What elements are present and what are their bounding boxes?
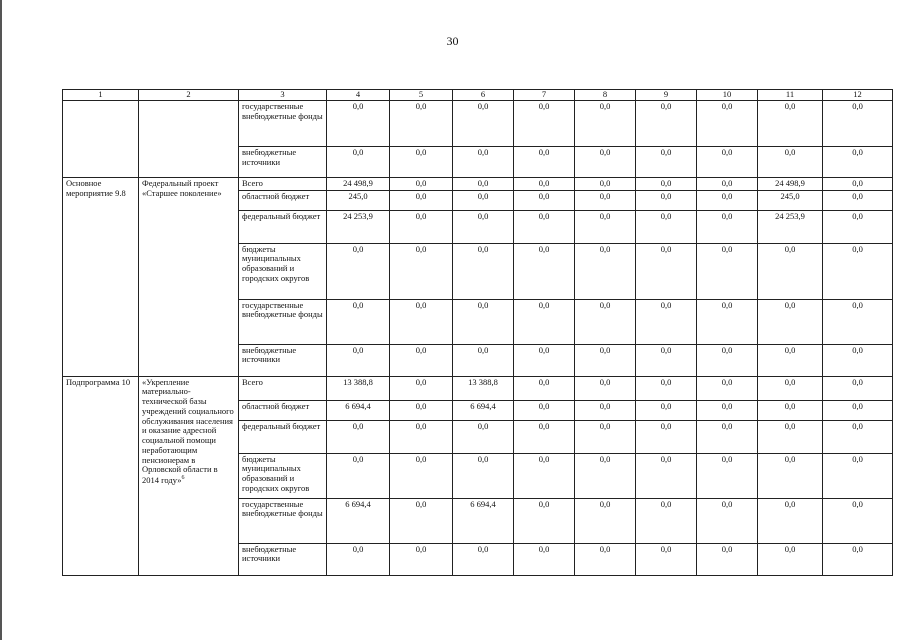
value-cell: 0,0 xyxy=(823,100,893,146)
value-cell: 0,0 xyxy=(575,498,636,543)
value-cell: 0,0 xyxy=(636,146,697,177)
value-cell: 0,0 xyxy=(697,498,758,543)
measure-title-cell: Федеральный проект «Старшее поколение» xyxy=(139,177,239,376)
funding-source-cell: внебюджетные источники xyxy=(239,146,327,177)
funding-source-cell: бюджеты муниципальных образований и городских округов xyxy=(239,453,327,498)
column-header-8: 8 xyxy=(575,90,636,101)
value-cell: 0,0 xyxy=(453,243,514,299)
value-cell: 0,0 xyxy=(390,146,453,177)
value-cell: 0,0 xyxy=(327,453,390,498)
value-cell: 0,0 xyxy=(390,190,453,210)
funding-source-cell: государственные внебюджетные фонды xyxy=(239,100,327,146)
value-cell: 0,0 xyxy=(514,190,575,210)
value-cell: 0,0 xyxy=(636,210,697,243)
value-cell: 0,0 xyxy=(636,299,697,344)
value-cell: 24 253,9 xyxy=(327,210,390,243)
value-cell: 0,0 xyxy=(636,243,697,299)
value-cell: 0,0 xyxy=(575,100,636,146)
value-cell: 245,0 xyxy=(758,190,823,210)
value-cell: 0,0 xyxy=(575,190,636,210)
value-cell: 0,0 xyxy=(327,146,390,177)
measure-title-text: «Укрепление материально-технической базы учреждений социального обслуживания населения и оказание адресной социальной помощи неработающим пенсионерам в Орловской области в 2014 году» xyxy=(142,376,234,486)
value-cell: 0,0 xyxy=(636,420,697,453)
value-cell: 0,0 xyxy=(327,100,390,146)
table-row xyxy=(63,376,893,400)
value-cell: 0,0 xyxy=(697,376,758,400)
funding-source-cell: государственные внебюджетные фонды xyxy=(239,498,327,543)
value-cell: 0,0 xyxy=(758,299,823,344)
value-cell: 0,0 xyxy=(758,543,823,575)
value-cell: 0,0 xyxy=(823,210,893,243)
value-cell: 0,0 xyxy=(514,100,575,146)
value-cell: 0,0 xyxy=(327,420,390,453)
value-cell: 0,0 xyxy=(514,146,575,177)
funding-source-cell: Всего xyxy=(239,177,327,190)
funding-source-cell: внебюджетные источники xyxy=(239,344,327,376)
value-cell: 0,0 xyxy=(390,210,453,243)
value-cell: 0,0 xyxy=(823,190,893,210)
value-cell: 0,0 xyxy=(575,420,636,453)
value-cell: 0,0 xyxy=(514,453,575,498)
table-row xyxy=(63,177,893,190)
column-header-2: 2 xyxy=(139,90,239,101)
value-cell: 13 388,8 xyxy=(327,376,390,400)
value-cell: 24 498,9 xyxy=(327,177,390,190)
funding-source-cell: федеральный бюджет xyxy=(239,420,327,453)
value-cell: 0,0 xyxy=(575,177,636,190)
value-cell: 0,0 xyxy=(823,344,893,376)
value-cell: 245,0 xyxy=(327,190,390,210)
value-cell: 0,0 xyxy=(453,190,514,210)
budget-table xyxy=(62,89,893,576)
value-cell: 0,0 xyxy=(823,177,893,190)
value-cell: 0,0 xyxy=(453,100,514,146)
value-cell: 0,0 xyxy=(697,543,758,575)
value-cell: 0,0 xyxy=(575,543,636,575)
value-cell: 0,0 xyxy=(514,400,575,420)
funding-source-cell: федеральный бюджет xyxy=(239,210,327,243)
value-cell: 6 694,4 xyxy=(327,498,390,543)
value-cell: 0,0 xyxy=(390,100,453,146)
value-cell: 0,0 xyxy=(514,344,575,376)
measure-code-cell: Основное мероприятие 9.8 xyxy=(63,177,139,376)
value-cell: 6 694,4 xyxy=(453,400,514,420)
empty-cell xyxy=(63,100,139,177)
value-cell: 0,0 xyxy=(697,190,758,210)
value-cell: 0,0 xyxy=(758,146,823,177)
value-cell: 0,0 xyxy=(453,146,514,177)
funding-source-cell: областной бюджет xyxy=(239,400,327,420)
value-cell: 0,0 xyxy=(390,376,453,400)
header-row xyxy=(63,90,893,101)
value-cell: 0,0 xyxy=(636,190,697,210)
value-cell: 0,0 xyxy=(514,243,575,299)
table-row xyxy=(63,100,893,146)
value-cell: 0,0 xyxy=(758,100,823,146)
value-cell: 0,0 xyxy=(575,299,636,344)
value-cell: 0,0 xyxy=(823,243,893,299)
column-header-7: 7 xyxy=(514,90,575,101)
value-cell: 0,0 xyxy=(575,210,636,243)
value-cell: 13 388,8 xyxy=(453,376,514,400)
value-cell: 0,0 xyxy=(390,400,453,420)
value-cell: 0,0 xyxy=(758,400,823,420)
footnote-mark: 6 xyxy=(181,475,185,482)
page-number: 30 xyxy=(446,34,459,48)
value-cell: 0,0 xyxy=(575,243,636,299)
value-cell: 0,0 xyxy=(636,177,697,190)
column-header-1: 1 xyxy=(63,90,139,101)
funding-source-cell: внебюджетные источники xyxy=(239,543,327,575)
value-cell: 0,0 xyxy=(514,299,575,344)
column-header-12: 12 xyxy=(823,90,893,101)
value-cell: 0,0 xyxy=(514,543,575,575)
value-cell: 0,0 xyxy=(327,344,390,376)
value-cell: 0,0 xyxy=(390,344,453,376)
value-cell: 0,0 xyxy=(697,344,758,376)
value-cell: 0,0 xyxy=(636,543,697,575)
value-cell: 0,0 xyxy=(697,420,758,453)
column-header-9: 9 xyxy=(636,90,697,101)
value-cell: 0,0 xyxy=(758,420,823,453)
value-cell: 0,0 xyxy=(636,400,697,420)
value-cell: 0,0 xyxy=(514,420,575,453)
value-cell: 0,0 xyxy=(636,376,697,400)
value-cell: 0,0 xyxy=(636,344,697,376)
value-cell: 0,0 xyxy=(823,498,893,543)
value-cell: 0,0 xyxy=(758,243,823,299)
value-cell: 0,0 xyxy=(823,146,893,177)
scan-edge-line xyxy=(0,0,2,640)
value-cell: 0,0 xyxy=(823,420,893,453)
column-header-3: 3 xyxy=(239,90,327,101)
value-cell: 0,0 xyxy=(636,453,697,498)
value-cell: 0,0 xyxy=(327,299,390,344)
column-header-5: 5 xyxy=(390,90,453,101)
value-cell: 24 253,9 xyxy=(758,210,823,243)
column-header-4: 4 xyxy=(327,90,390,101)
column-header-10: 10 xyxy=(697,90,758,101)
value-cell: 0,0 xyxy=(453,210,514,243)
value-cell: 0,0 xyxy=(697,100,758,146)
value-cell: 0,0 xyxy=(514,498,575,543)
value-cell: 6 694,4 xyxy=(327,400,390,420)
value-cell: 0,0 xyxy=(390,299,453,344)
measure-title-cell xyxy=(139,376,239,575)
value-cell: 0,0 xyxy=(823,376,893,400)
value-cell: 0,0 xyxy=(697,243,758,299)
value-cell: 6 694,4 xyxy=(453,498,514,543)
value-cell: 0,0 xyxy=(575,146,636,177)
value-cell: 0,0 xyxy=(390,177,453,190)
value-cell: 0,0 xyxy=(823,400,893,420)
funding-source-cell: Всего xyxy=(239,376,327,400)
value-cell: 0,0 xyxy=(390,498,453,543)
value-cell: 0,0 xyxy=(575,400,636,420)
value-cell: 0,0 xyxy=(697,177,758,190)
empty-cell xyxy=(139,100,239,177)
column-header-6: 6 xyxy=(453,90,514,101)
value-cell: 0,0 xyxy=(514,210,575,243)
value-cell: 0,0 xyxy=(575,344,636,376)
value-cell: 0,0 xyxy=(697,453,758,498)
value-cell: 0,0 xyxy=(758,376,823,400)
value-cell: 0,0 xyxy=(453,344,514,376)
value-cell: 0,0 xyxy=(636,498,697,543)
column-header-11: 11 xyxy=(758,90,823,101)
value-cell: 0,0 xyxy=(453,420,514,453)
value-cell: 0,0 xyxy=(823,453,893,498)
value-cell: 0,0 xyxy=(453,177,514,190)
value-cell: 0,0 xyxy=(514,376,575,400)
value-cell: 0,0 xyxy=(453,543,514,575)
value-cell: 0,0 xyxy=(453,299,514,344)
value-cell: 0,0 xyxy=(390,453,453,498)
value-cell: 0,0 xyxy=(823,543,893,575)
value-cell: 0,0 xyxy=(758,453,823,498)
value-cell: 0,0 xyxy=(327,543,390,575)
value-cell: 0,0 xyxy=(514,177,575,190)
value-cell: 0,0 xyxy=(453,453,514,498)
value-cell: 0,0 xyxy=(390,543,453,575)
value-cell: 0,0 xyxy=(697,146,758,177)
value-cell: 0,0 xyxy=(327,243,390,299)
value-cell: 0,0 xyxy=(697,299,758,344)
funding-source-cell: государственные внебюджетные фонды xyxy=(239,299,327,344)
value-cell: 0,0 xyxy=(758,498,823,543)
measure-code-cell: Подпрограмма 10 xyxy=(63,376,139,575)
value-cell: 24 498,9 xyxy=(758,177,823,190)
value-cell: 0,0 xyxy=(697,210,758,243)
value-cell: 0,0 xyxy=(575,376,636,400)
value-cell: 0,0 xyxy=(390,243,453,299)
value-cell: 0,0 xyxy=(636,100,697,146)
value-cell: 0,0 xyxy=(575,453,636,498)
value-cell: 0,0 xyxy=(758,344,823,376)
value-cell: 0,0 xyxy=(823,299,893,344)
value-cell: 0,0 xyxy=(697,400,758,420)
funding-source-cell: бюджеты муниципальных образований и городских округов xyxy=(239,243,327,299)
value-cell: 0,0 xyxy=(390,420,453,453)
funding-source-cell: областной бюджет xyxy=(239,190,327,210)
